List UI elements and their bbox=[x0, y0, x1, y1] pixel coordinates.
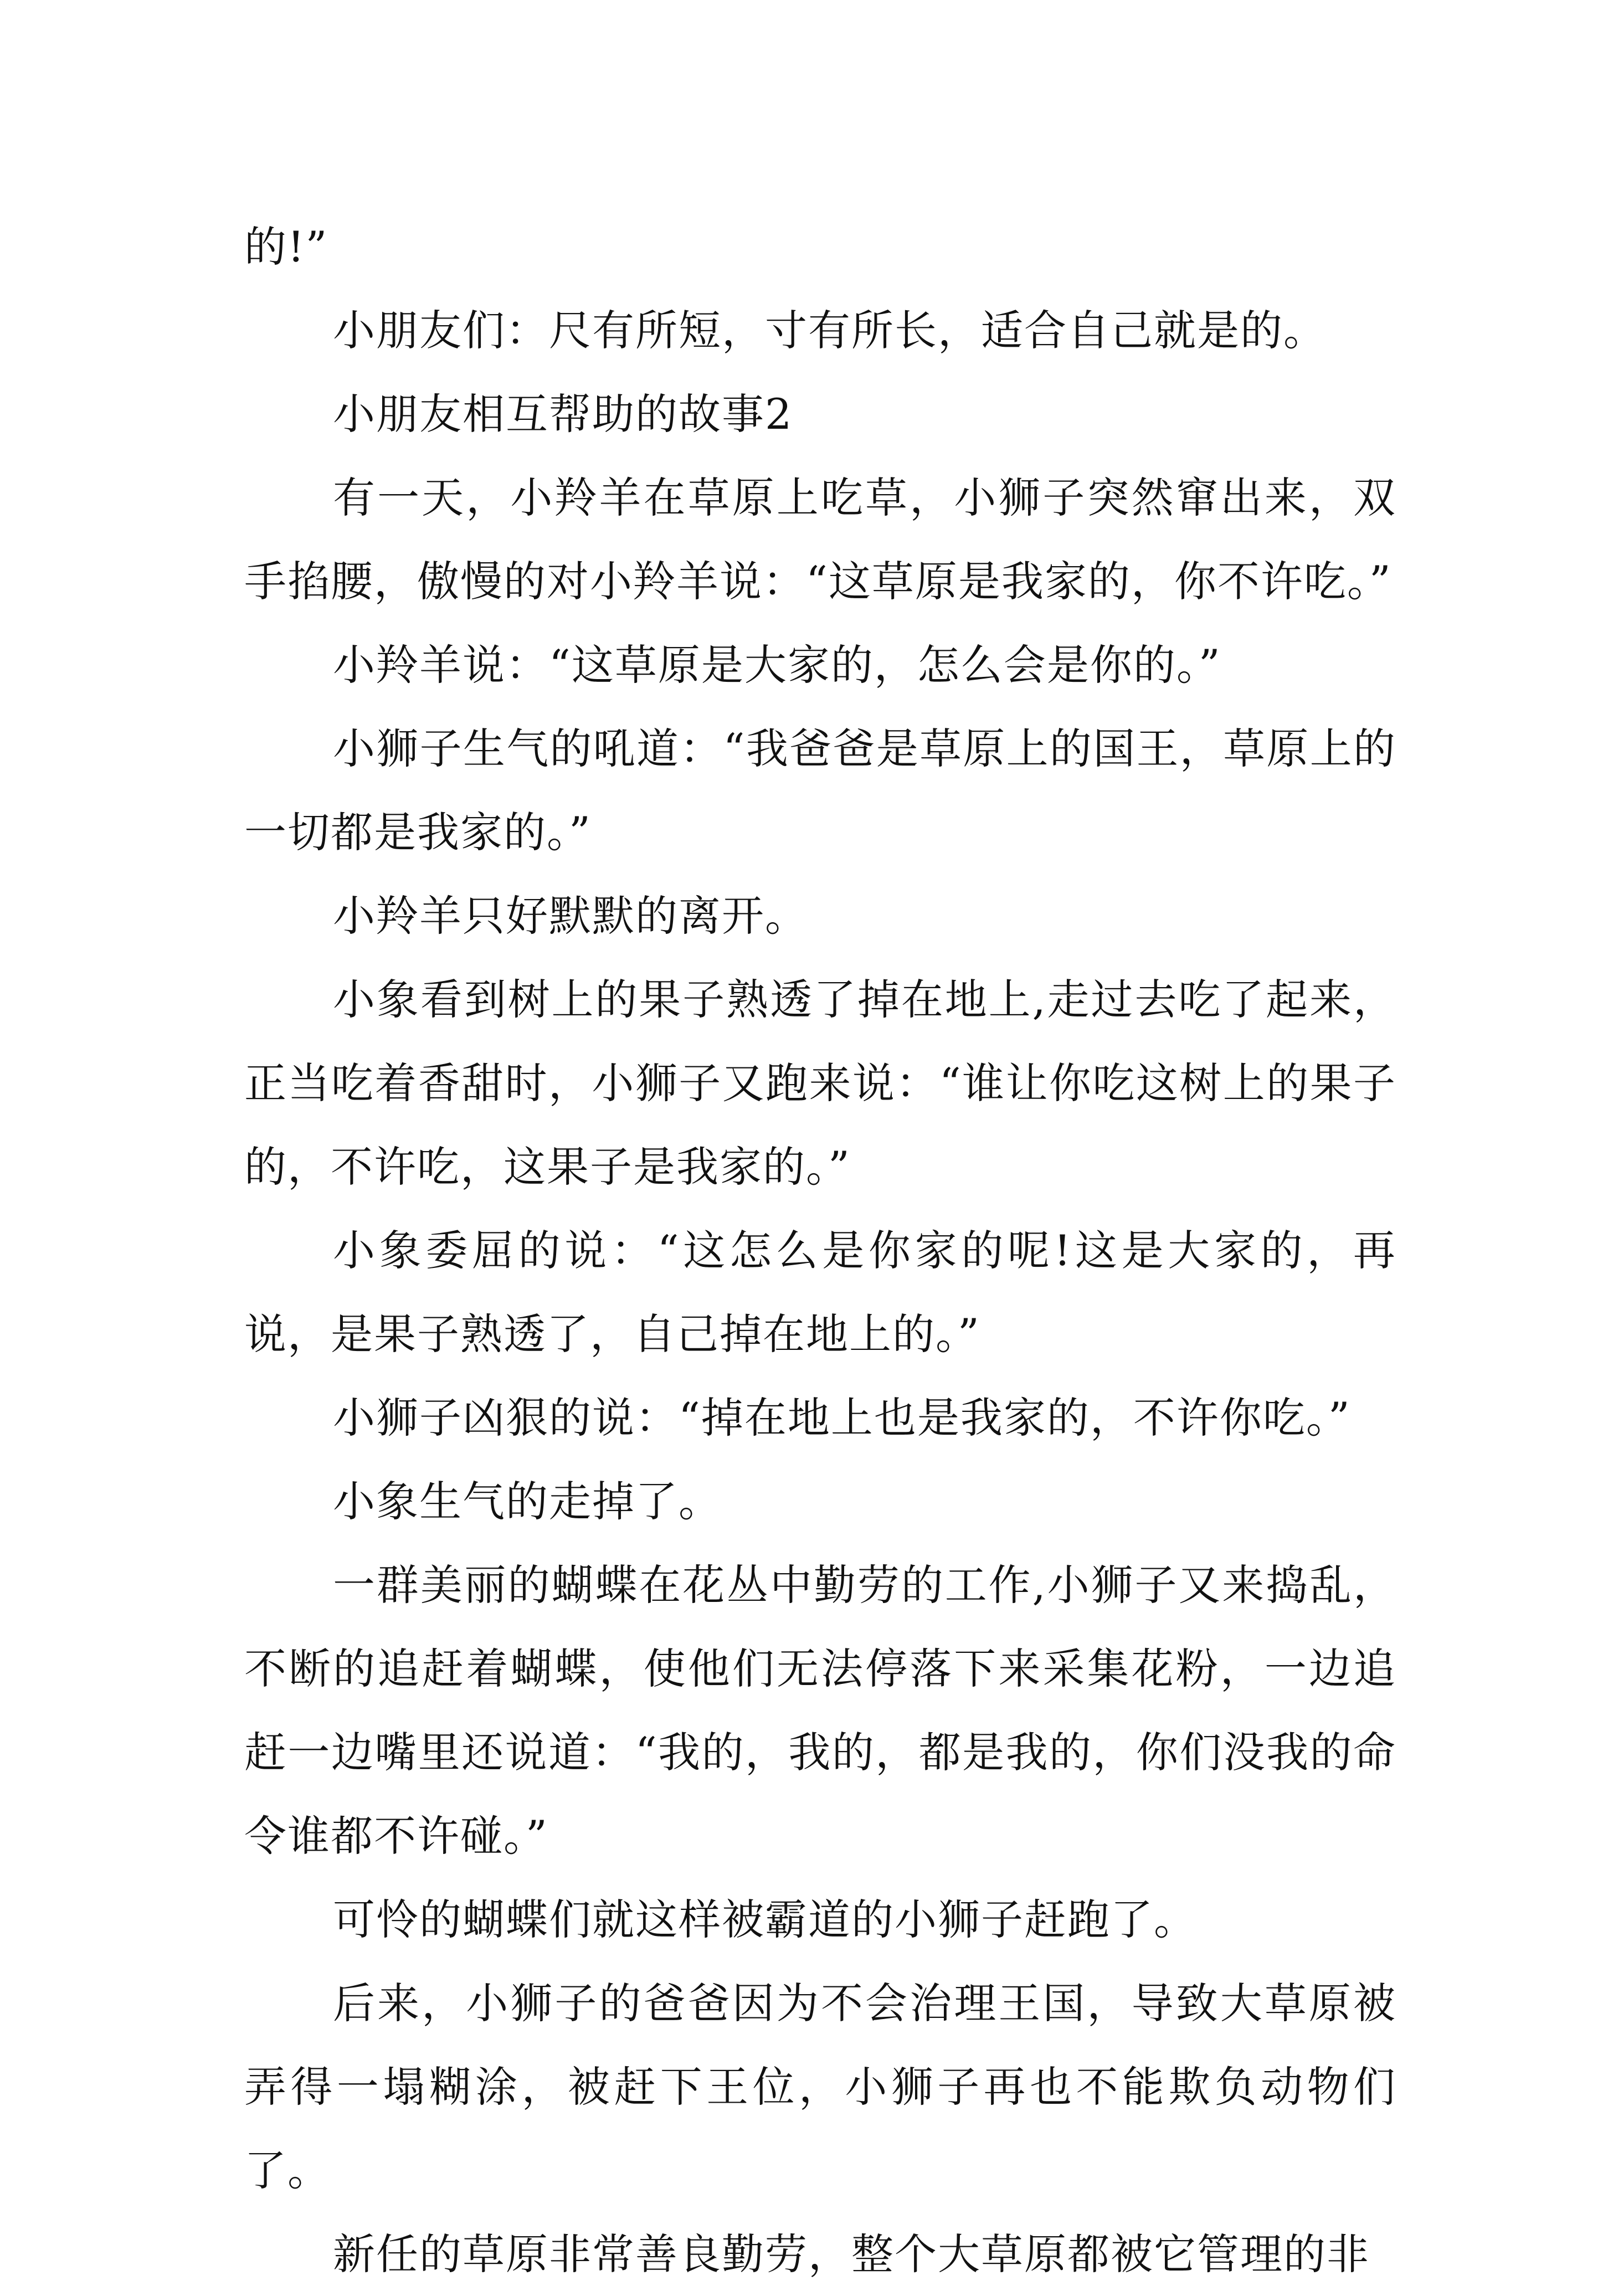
paragraph: 后来，小狮子的爸爸因为不会治理王国，导致大草原被弄得一塌糊涂，被赶下王位，小狮子再也不能欺负动物们了。 bbox=[244, 1979, 1396, 2195]
paragraph-moral: 小朋友们：尺有所短，寸有所长，适合自己就是的。 bbox=[333, 306, 1327, 355]
paragraph: 新任的草原非常善良勤劳，整个大草原都被它管理的非 bbox=[333, 2230, 1370, 2279]
paragraph: 小狮子生气的吼道：“我爸爸是草原上的国王，草原上的一切都是我家的。” bbox=[244, 724, 1396, 857]
paragraph: 有一天，小羚羊在草原上吃草，小狮子突然窜出来，双手掐腰，傲慢的对小羚羊说：“这草原是我家的，你不许吃。” bbox=[244, 473, 1396, 606]
paragraph: 小狮子凶狠的说：“掉在地上也是我家的，不许你吃。” bbox=[333, 1393, 1351, 1442]
paragraph: 小羚羊说：“这草原是大家的，怎么会是你的。” bbox=[333, 640, 1221, 690]
paragraph: 小象委屈的说：“这怎么是你家的呢!这是大家的，再说，是果子熟透了，自己掉在地上的。” bbox=[244, 1226, 1396, 1359]
story-title: 小朋友相互帮助的故事2 bbox=[333, 389, 793, 439]
paragraph: 一群美丽的蝴蝶在花丛中勤劳的工作,小狮子又来捣乱，不断的追赶着蝴蝶，使他们无法停落下来采集花粉，一边追赶一边嘴里还说道：“我的，我的，都是我的，你们没我的命令谁都不许碰。” bbox=[244, 1560, 1396, 1861]
paragraph: 小象看到树上的果子熟透了掉在地上,走过去吃了起来，正当吃着香甜时，小狮子又跑来说：“谁让你吃这树上的果子的，不许吃，这果子是我家的。” bbox=[244, 975, 1396, 1191]
document-body bbox=[244, 205, 1396, 2296]
paragraph: 小象生气的走掉了。 bbox=[333, 1477, 722, 1526]
paragraph: 小羚羊只好默默的离开。 bbox=[333, 891, 808, 941]
paragraph: 可怜的蝴蝶们就这样被霸道的小狮子赶跑了。 bbox=[333, 1895, 1197, 1944]
paragraph-continuation: 的!” bbox=[244, 222, 328, 271]
